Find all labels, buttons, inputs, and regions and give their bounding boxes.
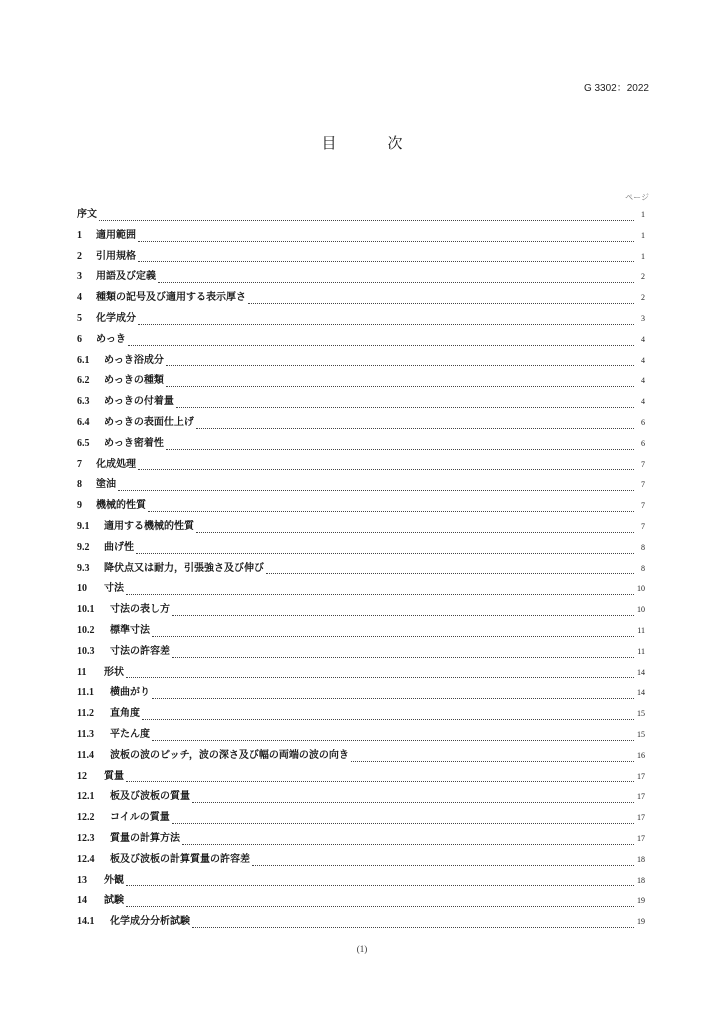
toc-entry-title: 質量の計算方法: [110, 832, 180, 844]
dot-leader: [158, 282, 634, 283]
dot-leader: [142, 719, 634, 720]
toc-entry-title: 質量: [104, 770, 124, 782]
toc-entry-page: 11: [637, 625, 645, 635]
dot-leader: [176, 407, 634, 408]
toc-entry-title: 波板の波のピッチ，波の深さ及び幅の両端の波の向き: [110, 749, 349, 761]
toc-entry-page: 11: [637, 646, 645, 656]
toc-entry[interactable]: [77, 351, 645, 372]
toc-entry-title: 外観: [104, 874, 124, 886]
toc-entry-title: 機械的性質: [96, 500, 146, 512]
toc-entry[interactable]: [77, 205, 645, 226]
page-number: (1): [356, 944, 368, 954]
toc-entry-title: 適用範囲: [96, 229, 136, 241]
toc-entry-page: 17: [637, 813, 645, 823]
dot-leader: [192, 802, 634, 803]
toc-entry[interactable]: [77, 371, 645, 392]
toc-entry-number: 5: [77, 312, 82, 324]
dot-leader: [138, 261, 634, 262]
toc-entry-title: 形状: [104, 666, 124, 678]
toc-entry[interactable]: [77, 247, 645, 268]
toc-entry-page: 8: [641, 542, 645, 552]
dot-leader: [248, 303, 634, 304]
toc-entry-page: 7: [641, 521, 645, 531]
toc-entry-number: 12.4: [77, 853, 95, 865]
toc-entry[interactable]: [77, 829, 645, 850]
toc-entry-number: 14.1: [77, 916, 95, 928]
toc-entry-title: 試験: [104, 895, 124, 907]
toc-entry[interactable]: [77, 288, 645, 309]
toc-entry[interactable]: [77, 600, 645, 621]
toc-entry-number: 11: [77, 666, 87, 678]
toc-entry[interactable]: [77, 704, 645, 725]
toc-entry-number: 10.3: [77, 645, 95, 657]
toc-entry[interactable]: [77, 517, 645, 538]
toc-entry-page: 1: [641, 230, 645, 240]
toc-entry-page: 4: [641, 334, 645, 344]
toc-entry-title: 降伏点又は耐力，引張強さ及び伸び: [104, 562, 264, 574]
toc-entry[interactable]: [77, 663, 645, 684]
dot-leader: [166, 386, 634, 387]
dot-leader: [196, 428, 634, 429]
toc-entry-number: 12.3: [77, 832, 95, 844]
toc-entry[interactable]: [77, 434, 645, 455]
toc-entry-title: 横曲がり: [110, 687, 150, 699]
toc-entry-number: 2: [77, 250, 82, 262]
toc-entry-title: めっき: [96, 333, 126, 345]
toc-entry-title: 曲げ性: [104, 541, 134, 553]
toc-entry-number: 12: [77, 770, 87, 782]
toc-entry[interactable]: [77, 579, 645, 600]
toc-entry-title: 塗油: [96, 479, 116, 491]
dot-leader: [172, 615, 634, 616]
toc-entry[interactable]: [77, 850, 645, 871]
toc-entry-page: 18: [637, 854, 645, 864]
dot-leader: [152, 636, 634, 637]
toc-entry-title: めっきの種類: [104, 375, 164, 387]
toc-entry-title: 引用規格: [96, 250, 136, 262]
dot-leader: [166, 449, 634, 450]
toc-entry-title: 化学成分分析試験: [110, 916, 190, 928]
toc-entry-title: 寸法の許容差: [110, 645, 170, 657]
toc-entry[interactable]: [77, 767, 645, 788]
dot-leader: [126, 906, 634, 907]
toc-entry-page: 15: [637, 709, 645, 719]
toc-entry[interactable]: [77, 330, 645, 351]
toc-entry[interactable]: [77, 496, 645, 517]
toc-entry-number: 13: [77, 874, 87, 886]
toc-entry-page: 2: [641, 272, 645, 282]
toc-entry[interactable]: [77, 725, 645, 746]
dot-leader: [172, 823, 634, 824]
toc-entry-number: 11.3: [77, 728, 94, 740]
dot-leader: [166, 365, 634, 366]
dot-leader: [152, 740, 634, 741]
toc-entry-number: 10.1: [77, 604, 95, 616]
toc-entry-title: 化成処理: [96, 458, 136, 470]
toc-entry[interactable]: [77, 413, 645, 434]
toc-entry-page: 10: [637, 605, 645, 615]
dot-leader: [351, 761, 634, 762]
toc-entry-number: 9.3: [77, 562, 90, 574]
dot-leader: [118, 490, 634, 491]
toc-entry-number: 6.3: [77, 396, 90, 408]
toc-entry-page: 3: [641, 313, 645, 323]
dot-leader: [192, 927, 634, 928]
toc-entry-title: 寸法の表し方: [110, 604, 170, 616]
toc-entry[interactable]: [77, 891, 645, 912]
dot-leader: [148, 511, 634, 512]
toc-entry-number: 12.1: [77, 791, 95, 803]
toc-entry-page: 2: [641, 293, 645, 303]
toc-entry-title: 板及び波板の質量: [110, 791, 190, 803]
toc-entry-title: 種類の記号及び適用する表示厚さ: [96, 292, 246, 304]
toc-entry-number: 7: [77, 458, 82, 470]
dot-leader: [138, 241, 634, 242]
toc-entry[interactable]: [77, 267, 645, 288]
table-of-contents: [77, 205, 645, 933]
toc-entry[interactable]: [77, 871, 645, 892]
toc-entry-page: 17: [637, 833, 645, 843]
toc-entry-number: 9.2: [77, 541, 90, 553]
toc-entry-page: 10: [637, 584, 645, 594]
dot-leader: [126, 677, 634, 678]
toc-entry-page: 1: [641, 251, 645, 261]
toc-entry-number: 6.5: [77, 437, 90, 449]
dot-leader: [152, 698, 634, 699]
toc-entry[interactable]: [77, 392, 645, 413]
dot-leader: [266, 573, 634, 574]
toc-entry-number: 1: [77, 229, 82, 241]
dot-leader: [196, 532, 634, 533]
toc-entry[interactable]: [77, 309, 645, 330]
toc-entry-number: 11.4: [77, 749, 94, 761]
toc-entry-number: 6.2: [77, 375, 90, 387]
page-column-label: ページ: [625, 193, 649, 202]
toc-entry[interactable]: [77, 559, 645, 580]
toc-entry-number: 10: [77, 583, 87, 595]
toc-entry-title: コイルの質量: [110, 812, 170, 824]
toc-entry-number: 3: [77, 271, 82, 283]
toc-entry-title: めっきの表面仕上げ: [104, 416, 194, 428]
dot-leader: [252, 865, 634, 866]
toc-entry[interactable]: [77, 621, 645, 642]
toc-entry-page: 19: [637, 896, 645, 906]
toc-entry-number: 10.2: [77, 624, 95, 636]
toc-entry-page: 7: [641, 480, 645, 490]
dot-leader: [138, 469, 634, 470]
toc-entry-page: 6: [641, 438, 645, 448]
toc-entry-title: 寸法: [104, 583, 124, 595]
toc-entry-number: 11.2: [77, 708, 94, 720]
toc-entry-page: 8: [641, 563, 645, 573]
toc-entry-number: 9.1: [77, 520, 90, 532]
toc-entry[interactable]: [77, 226, 645, 247]
toc-entry-title: めっきの付着量: [104, 396, 174, 408]
dot-leader: [182, 844, 634, 845]
toc-entry-page: 14: [637, 667, 645, 677]
toc-entry[interactable]: [77, 787, 645, 808]
dot-leader: [126, 885, 634, 886]
toc-entry-page: 16: [637, 750, 645, 760]
toc-entry-page: 4: [641, 397, 645, 407]
toc-entry-page: 18: [637, 875, 645, 885]
dot-leader: [126, 781, 634, 782]
toc-entry-number: 6.1: [77, 354, 90, 366]
toc-entry-page: 14: [637, 688, 645, 698]
toc-entry-number: 9: [77, 500, 82, 512]
toc-entry[interactable]: [77, 455, 645, 476]
toc-entry-number: 6.4: [77, 416, 90, 428]
toc-entry-title: 適用する機械的性質: [104, 520, 194, 532]
toc-entry-title: 用語及び定義: [96, 271, 156, 283]
toc-entry-page: 4: [641, 376, 645, 386]
dot-leader: [138, 324, 634, 325]
toc-entry-page: 6: [641, 417, 645, 427]
document-id: G 3302：2022: [583, 83, 649, 94]
page-title: 目 次: [321, 134, 421, 152]
toc-entry-title: 化学成分: [96, 312, 136, 324]
dot-leader: [136, 553, 634, 554]
toc-entry-page: 17: [637, 771, 645, 781]
toc-entry-title: 序文: [77, 209, 97, 220]
toc-entry-number: 11.1: [77, 687, 94, 699]
dot-leader: [126, 594, 634, 595]
toc-entry-title: 板及び波板の計算質量の許容差: [110, 853, 250, 865]
dot-leader: [128, 345, 634, 346]
toc-entry-number: 4: [77, 292, 82, 304]
toc-entry-page: 15: [637, 729, 645, 739]
toc-entry-title: めっき密着性: [104, 437, 164, 449]
toc-entry-number: 14: [77, 895, 87, 907]
toc-entry-page: 7: [641, 459, 645, 469]
dot-leader: [99, 220, 634, 221]
toc-entry-title: 平たん度: [110, 728, 150, 740]
toc-entry-number: 6: [77, 333, 82, 345]
toc-entry[interactable]: [77, 746, 645, 767]
toc-entry[interactable]: [77, 538, 645, 559]
toc-entry-title: 直角度: [110, 708, 140, 720]
dot-leader: [172, 657, 634, 658]
toc-entry-page: 17: [637, 792, 645, 802]
toc-entry-title: 標準寸法: [110, 624, 150, 636]
toc-entry[interactable]: [77, 808, 645, 829]
toc-entry-number: 12.2: [77, 812, 95, 824]
toc-entry-number: 8: [77, 479, 82, 491]
toc-entry[interactable]: [77, 642, 645, 663]
toc-entry-page: 4: [641, 355, 645, 365]
toc-entry-page: 1: [641, 210, 645, 219]
toc-entry[interactable]: [77, 475, 645, 496]
toc-entry-page: 7: [641, 501, 645, 511]
toc-entry-page: 19: [637, 917, 645, 927]
toc-entry[interactable]: [77, 683, 645, 704]
toc-entry[interactable]: [77, 912, 645, 933]
toc-entry-title: めっき浴成分: [104, 354, 164, 366]
